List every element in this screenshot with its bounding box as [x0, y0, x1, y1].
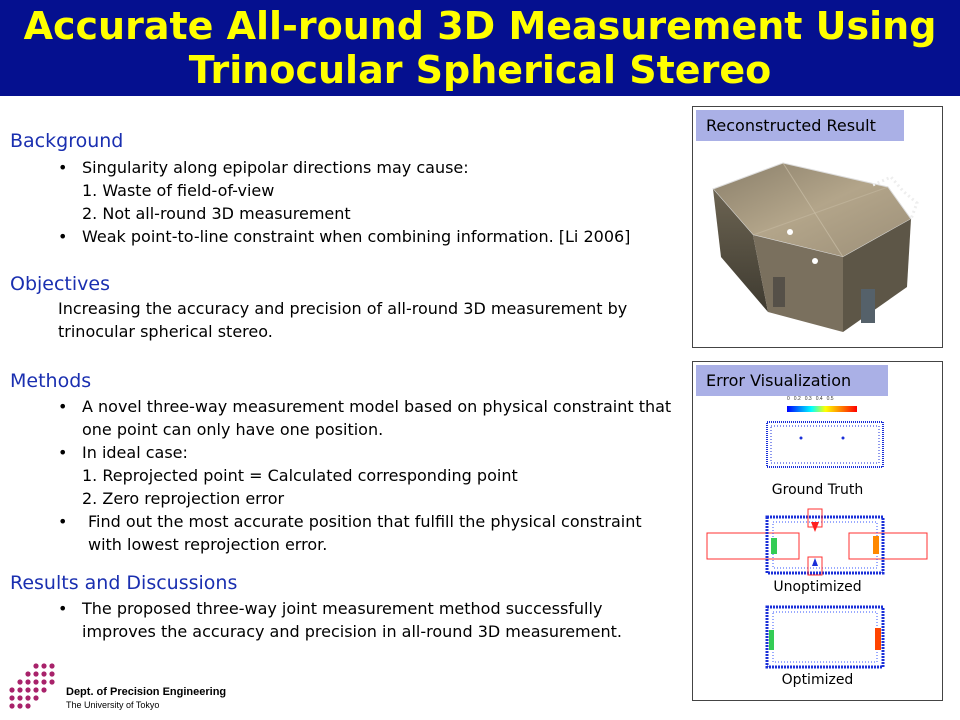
list-item: [58, 597, 688, 643]
title-line-2: Trinocular Spherical Stereo: [188, 48, 772, 92]
error-visualization-images: [693, 362, 942, 700]
objectives-line: Increasing the accuracy and precision of all-round 3D measurement by: [58, 299, 628, 318]
unoptimized-plot: [767, 517, 883, 573]
objectives-text: [58, 297, 668, 343]
unoptimized-caption: Unoptimized: [773, 579, 862, 595]
optimized-caption: Optimized: [781, 672, 854, 688]
title-line-1: Accurate All-round 3D Measurement Using: [23, 4, 937, 48]
methods-heading: Methods: [10, 370, 92, 392]
optimized-plot: [767, 607, 883, 667]
logo-dept-name: Dept. of Precision Engineering: [66, 686, 227, 698]
scale-tick: 0.3: [804, 396, 812, 402]
bullet-text: Weak point-to-line constraint when combining information. [Li 2006]: [82, 227, 631, 246]
scale-tick: 0.4: [815, 396, 823, 402]
title-banner: [0, 0, 960, 96]
list-item: [58, 510, 688, 556]
university-logo-icon: [6, 660, 64, 716]
bullet-dot: •: [58, 158, 68, 177]
error-visualization-panel: [692, 361, 943, 701]
list-item: [58, 225, 688, 248]
reconstructed-model-image: [693, 107, 942, 347]
list-item: [58, 395, 688, 441]
list-item: [58, 156, 688, 225]
ground-truth-plot: [767, 422, 883, 467]
methods-bullets: [58, 395, 688, 556]
bullet-subtext: 2. Zero reprojection error: [82, 489, 285, 508]
results-bullets: [58, 597, 688, 643]
bullet-dot: •: [58, 397, 68, 416]
error-visualization-label: Error Visualization: [696, 365, 888, 396]
bullet-text: In ideal case:: [82, 443, 188, 462]
bullet-text: with lowest reprojection error.: [88, 535, 328, 554]
bullet-dot: •: [58, 599, 68, 618]
background-bullets: [58, 156, 688, 248]
bullet-dot: •: [58, 227, 68, 246]
bullet-text: The proposed three-way joint measurement method successfully: [82, 599, 603, 618]
objectives-heading: Objectives: [10, 273, 110, 295]
list-item: [58, 441, 688, 510]
bullet-subtext: 2. Not all-round 3D measurement: [82, 204, 351, 223]
background-heading: Background: [10, 130, 124, 152]
scale-tick: 0.5: [826, 396, 834, 402]
bullet-dot: •: [58, 443, 68, 462]
bullet-text: one point can only have one position.: [82, 420, 384, 439]
bullet-dot: •: [58, 512, 68, 531]
reconstructed-result-panel: [692, 106, 943, 348]
error-color-scale: [787, 406, 857, 412]
objectives-line: trinocular spherical stereo.: [58, 322, 273, 341]
results-heading: Results and Discussions: [10, 572, 238, 594]
bullet-text: A novel three-way measurement model based on physical constraint that: [82, 397, 672, 416]
bullet-text: Find out the most accurate position that fulfill the physical constraint: [88, 512, 642, 531]
bullet-subtext: 1. Waste of field-of-view: [82, 181, 275, 200]
bullet-subtext: 1. Reprojected point = Calculated corresponding point: [82, 466, 518, 485]
scale-tick: 0.2: [793, 396, 801, 402]
ground-truth-caption: Ground Truth: [771, 482, 864, 498]
error-scale-ticks: [787, 396, 867, 402]
logo-university-name: The University of Tokyo: [66, 700, 160, 710]
reconstructed-result-label: Reconstructed Result: [696, 110, 904, 141]
scale-tick: 0: [787, 396, 790, 402]
bullet-text: improves the accuracy and precision in all-round 3D measurement.: [82, 622, 622, 641]
bullet-text: Singularity along epipolar directions may cause:: [82, 158, 469, 177]
